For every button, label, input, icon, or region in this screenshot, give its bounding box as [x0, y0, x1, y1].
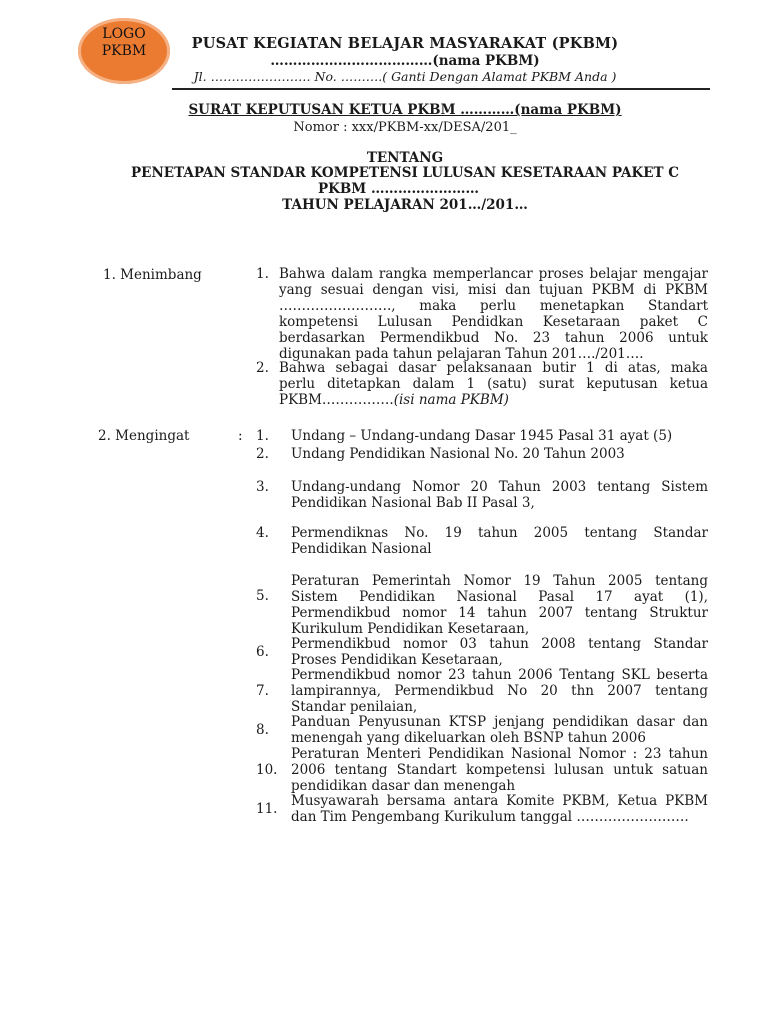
logo-text: LOGO PKBM: [101, 26, 147, 59]
menimbang-label: 1. Menimbang: [103, 267, 202, 283]
mengingat-item: [291, 793, 708, 825]
mengingat-item: [291, 667, 708, 715]
subject-pkbm: PKBM ……………………: [318, 181, 479, 197]
text-line: Pendidikan Nasional: [291, 541, 432, 557]
text-line: Bahwa sebagai dasar pelaksanaan butir 1 di atas, maka: [279, 360, 708, 376]
text-line: Undang – Undang-undang Dasar 1945 Pasal 31 ayat (5): [291, 428, 673, 444]
text-line: Bahwa dalam rangka memperlancar proses belajar mengajar: [279, 266, 708, 282]
text-line: Permendikbud nomor 03 tahun 2008 tentang Standar: [291, 636, 708, 652]
text-line: Permendikbud nomor 14 tahun 2007 tentang Struktur: [291, 605, 708, 621]
text-line: menengah yang dikeluarkan oleh BSNP tahun 2006: [291, 730, 646, 746]
menimbang-item: [279, 266, 708, 362]
text-line: Standar penilaian,: [291, 699, 418, 715]
mengingat-item-number: 2.: [256, 446, 269, 462]
subject-line: PENETAPAN STANDAR KOMPETENSI LULUSAN KESETARAAN PAKET C: [131, 165, 679, 181]
header-address: Jl. …………………… No. ……….( Ganti Dengan Alamat PKBM Anda ): [193, 69, 617, 84]
text-plain: PKBM…………….: [279, 392, 394, 408]
text-line: Proses Pendidikan Kesetaraan,: [291, 652, 503, 668]
text-line: berdasarkan Permendikbud No. 23 tahun 2006 untuk: [279, 330, 708, 346]
mengingat-colon: :: [238, 428, 243, 444]
mengingat-label: 2. Mengingat: [98, 428, 190, 444]
header-institution: PUSAT KEGIATAN BELAJAR MASYARAKAT (PKBM): [191, 35, 619, 52]
text-line: [279, 392, 708, 408]
text-line: ……………………., maka perlu menetapkan Standart: [279, 298, 708, 314]
document-number: Nomor : xxx/PKBM-xx/DESA/201_: [293, 120, 517, 135]
text-line: perlu ditetapkan dalam 1 (satu) surat keputusan ketua: [279, 376, 708, 392]
menimbang-item: [279, 360, 708, 408]
text-line: Peraturan Menteri Pendidikan Nasional Nomor : 23 tahun: [291, 746, 708, 762]
mengingat-item: [291, 573, 708, 637]
mengingat-item: [291, 714, 708, 746]
mengingat-item: [291, 636, 708, 668]
text-italic: (isi nama PKBM): [393, 392, 509, 408]
mengingat-item-number: 8.: [256, 722, 269, 738]
text-line: Kurikulum Pendidikan Kesetaraan,: [291, 621, 530, 637]
mengingat-item: [291, 428, 708, 444]
text-line: Undang-undang Nomor 20 Tahun 2003 tentang Sistem: [291, 479, 708, 495]
text-line: Panduan Penyusunan KTSP jenjang pendidikan dasar dan: [291, 714, 708, 730]
mengingat-item: [291, 446, 708, 462]
header-name: ………………………………(nama PKBM): [270, 53, 540, 69]
menimbang-item-number: 2.: [256, 360, 269, 376]
mengingat-item-number: 11.: [256, 801, 278, 817]
mengingat-item-number: 10.: [256, 762, 278, 778]
text-line: Peraturan Pemerintah Nomor 19 Tahun 2005 tentang: [291, 573, 708, 589]
tentang-heading: TENTANG: [366, 150, 444, 166]
mengingat-item-number: 7.: [256, 683, 269, 699]
text-line: Permendiknas No. 19 tahun 2005 tentang Standar: [291, 525, 708, 541]
mengingat-item-number: 5.: [256, 588, 269, 604]
text-line: Pendidikan Nasional Bab II Pasal 3,: [291, 495, 535, 511]
text-line: Musyawarah bersama antara Komite PKBM, Ketua PKBM: [291, 793, 708, 809]
text-line: Permendikbud nomor 23 tahun 2006 Tentang SKL beserta: [291, 667, 708, 683]
text-line: Undang Pendidikan Nasional No. 20 Tahun 2003: [291, 446, 625, 462]
mengingat-item-number: 1.: [256, 428, 269, 444]
text-line: lampirannya, Permendikbud No 20 thn 2007 tentang: [291, 683, 708, 699]
mengingat-item: [291, 479, 708, 511]
document-title: SURAT KEPUTUSAN KETUA PKBM …………(nama PKBM): [188, 102, 622, 118]
mengingat-item-number: 4.: [256, 525, 269, 541]
text-line: kompetensi Lulusan Pendidkan Kesetaraan paket C: [279, 314, 708, 330]
mengingat-item: [291, 746, 708, 794]
text-line: pendidikan dasar dan menengah: [291, 778, 516, 794]
menimbang-item-number: 1.: [256, 266, 269, 282]
subject-year: TAHUN PELAJARAN 201…/201…: [282, 197, 528, 213]
logo-pkbm: [78, 18, 170, 84]
mengingat-item-number: 6.: [256, 644, 269, 660]
header-divider: [172, 88, 710, 90]
mengingat-item: [291, 525, 708, 557]
text-line: digunakan pada tahun pelajaran Tahun 201…./201….: [279, 346, 644, 362]
text-line: dan Tim Pengembang Kurikulum tanggal …………………….: [291, 809, 689, 825]
text-line: 2006 tentang Standart kompetensi lulusan untuk satuan: [291, 762, 708, 778]
text-line: Sistem Pendidikan Nasional Pasal 17 ayat (1),: [291, 589, 708, 605]
text-line: yang sesuai dengan visi, misi dan tujuan PKBM di PKBM: [279, 282, 708, 298]
mengingat-item-number: 3.: [256, 479, 269, 495]
